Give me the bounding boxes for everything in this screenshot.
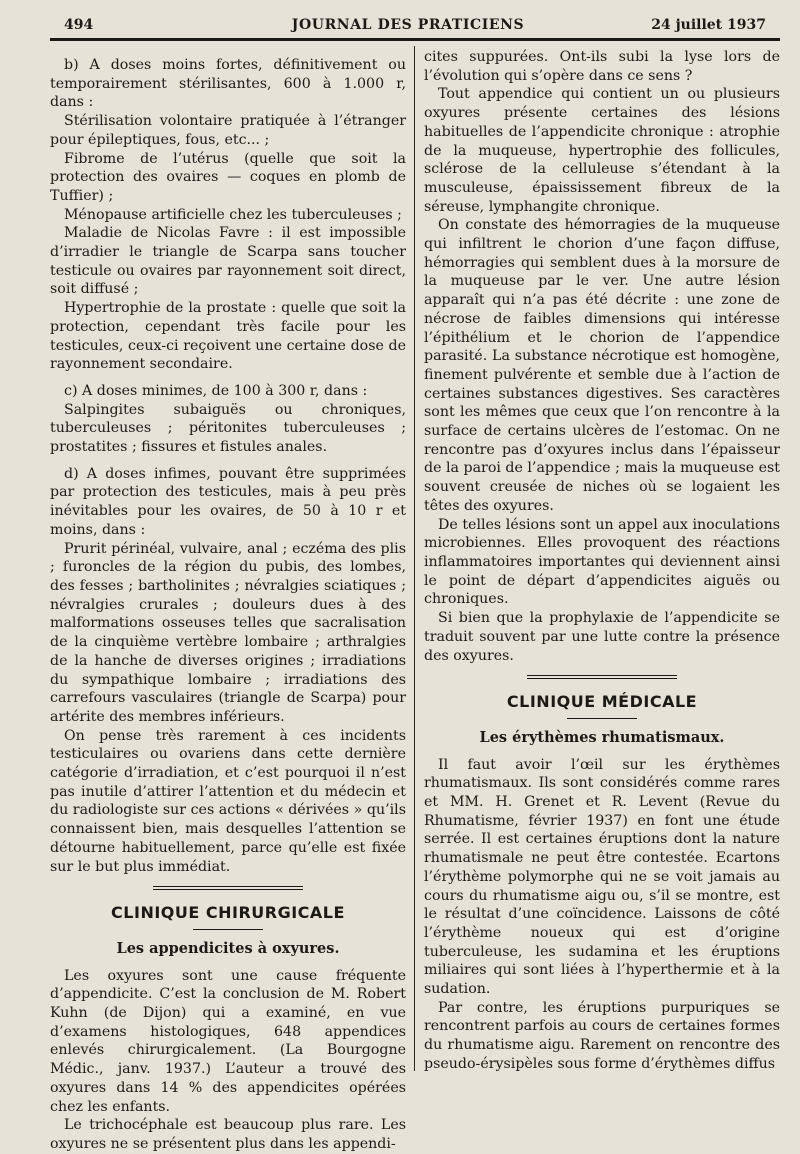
page-header — [50, 14, 766, 38]
paragraph-conclusion: On pense très rarement à ces incidents testiculaires ou ovariens dans cette dernière catégorie d’irradiation, et c’est pourquoi il n’est pas inutile d’attirer l’attention et du médecin et du radiologiste sur ces actions « dérivées » qu’ils connaissent bien, mais desquelles l’attention se détourne habituellement, parce qu’elle est fixée sur le but plus immédiat. — [50, 727, 406, 875]
paragraph-b: b) A doses moins fortes, définitivement ou temporairement stérilisantes, 600 à 1.000 r, dans : — [50, 57, 406, 111]
title-rule — [193, 929, 263, 930]
article-paragraph: De telles lésions sont un appel aux inoculations microbiennes. Elles provoquent des réactions inflammatoires importantes qui deviennent ainsi le point de départ d’appendicites aiguës ou chroniques. — [424, 516, 780, 608]
column-divider — [414, 46, 415, 1071]
issue-date: 24 juillet 1937 — [651, 17, 766, 33]
article-title-erythemes: Les érythèmes rhumatismaux. — [479, 728, 725, 746]
article-paragraph: Les oxyures sont une cause fréquente d’appendicite. C’est la conclusion de M. Robert Kuhn (de Dijon) qui a examiné, en vue d’examens histologiques, 648 appendices enlevés chirurgicalement. (La Bourgogne Médic., janv. 1937.) L’auteur a trouvé des oxyures dans 14 % des appendicites opérées chez les enfants. — [50, 967, 406, 1115]
page-number: 494 — [64, 17, 94, 33]
list-item: Stérilisation volontaire pratiquée à l’étranger pour épileptiques, fous, etc... ; — [50, 113, 406, 148]
article-paragraph: cites suppurées. Ont-ils subi la lyse lors de l’évolution qui s’opère dans ce sens ? — [424, 49, 780, 84]
article-title-appendicites: Les appendicites à oxyures. — [116, 939, 340, 957]
right-column — [424, 48, 780, 1074]
title-rule — [567, 718, 637, 719]
paragraph-c: c) A doses minimes, de 100 à 300 r, dans : — [64, 382, 368, 399]
list-item: Salpingites subaiguës ou chroniques, tuberculeuses ; péritonites tuberculeuses ; prostatites ; fissures et fistules anales. — [50, 401, 406, 456]
section-separator — [153, 886, 303, 892]
journal-title: JOURNAL DES PRATICIENS — [291, 17, 525, 33]
left-column — [50, 56, 406, 1154]
section-title-medicale: CLINIQUE MÉDICALE — [506, 692, 698, 712]
list-item: Maladie de Nicolas Favre : il est impossible d’irradier le triangle de Scarpa sans toucher testicule ou ovaires par rayonnement soit direct, soit diffusé ; — [50, 225, 406, 298]
article-paragraph: Si bien que la prophylaxie de l’appendicite se traduit souvent par une lutte contre la présence des oxyures. — [424, 610, 780, 664]
list-item: Prurit périnéal, vulvaire, anal ; eczéma des plis ; furoncles de la région du pubis, des lombes, des fesses ; bartholinites ; névralgies sciatiques ; névralgies crurales ; douleurs dues à des malformations osseuses telles que sacralisation de la cinquième vertèbre lombaire ; arthralgies de la hanche de diverses origines ; irradiations du sympathique lombaire ; irradiations des carrefours vasculaires (triangle de Scarpa) pour artérite des membres inférieurs. — [50, 540, 406, 725]
list-item: Ménopause artificielle chez les tuberculeuses ; — [64, 206, 402, 223]
header-rule — [50, 38, 780, 41]
list-item: Hypertrophie de la prostate : quelle que soit la protection, cependant très facile pour les testicules, ceux-ci reçoivent une certaine dose de rayonnement secondaire. — [50, 300, 406, 373]
article-paragraph: Le trichocéphale est beaucoup plus rare. Les oxyures ne se présentent plus dans les appendi- — [50, 1117, 406, 1152]
list-item: Fibrome de l’utérus (quelle que soit la protection des ovaires — coques en plomb de Tuffier) ; — [50, 150, 406, 204]
section-title-chirurgicale: CLINIQUE CHIRURGICALE — [111, 903, 345, 923]
paragraph-d: d) A doses infimes, pouvant être supprimées par protection des testicules, mais à peu près inévitables pour les ovaires, de 50 à 10 r et moins, dans : — [50, 465, 406, 538]
article-paragraph: On constate des hémorragies de la muqueuse qui infiltrent le chorion d’une façon diffuse, hémorragies qui semblent dues à la morsure de la muqueuse par le ver. Une autre lésion apparaît qui n’a pas été décrite : une zone de nécrose de faibles dimensions qui intéresse l’épithélium et le chorion de l’appendice parasité. La substance nécrotique est homogène, finement pulvérente et semble due à l’action de certaines substances digestives. Ses caractères sont les mêmes que ceux que l’on rencontre à la surface de certains ulcères de l’estomac. On ne rencontre pas d’oxyures inclus dans l’épaisseur de la paroi de l’appendice ; mais la muqueuse est souvent creusée de niches où se logaient les têtes des oxyures. — [424, 217, 781, 514]
section-separator — [527, 675, 677, 681]
article-paragraph: Il faut avoir l’œil sur les érythèmes rhumatismaux. Ils sont considérés comme rares et MM. H. Grenet et R. Levent (Revue du Rhumatisme, février 1937) en font une étude serrée. Il est certaines éruptions dont la nature rhumatismale ne peut être contestée. Ecartons l’érythème polymorphe qui ne se voit jamais au cours du rhumatisme aigu ou, s’il se montre, est le résultat d’une coïncidence. Laissons de côté l’érythème noueux qui est d’origine tuberculeuse, les sudamina et les éruptions miliaires qui sont liées à l’hyperthermie et à la sudation. — [424, 756, 780, 998]
article-paragraph: Par contre, les éruptions purpuriques se rencontrent parfois au cours de certaines formes du rhumatisme aigu. Rarement on rencontre des pseudo-érysipèles sous forme d’érythèmes diffus — [424, 999, 780, 1072]
article-paragraph: Tout appendice qui contient un ou plusieurs oxyures présente certaines des lésions habituelles de l’appendicite chronique : atrophie de la muqueuse, hypertrophie des follicules, sclérose de la celluleuse s’étendant à la musculeuse, épaississement fibreux de la séreuse, lymphangite chronique. — [424, 86, 780, 215]
